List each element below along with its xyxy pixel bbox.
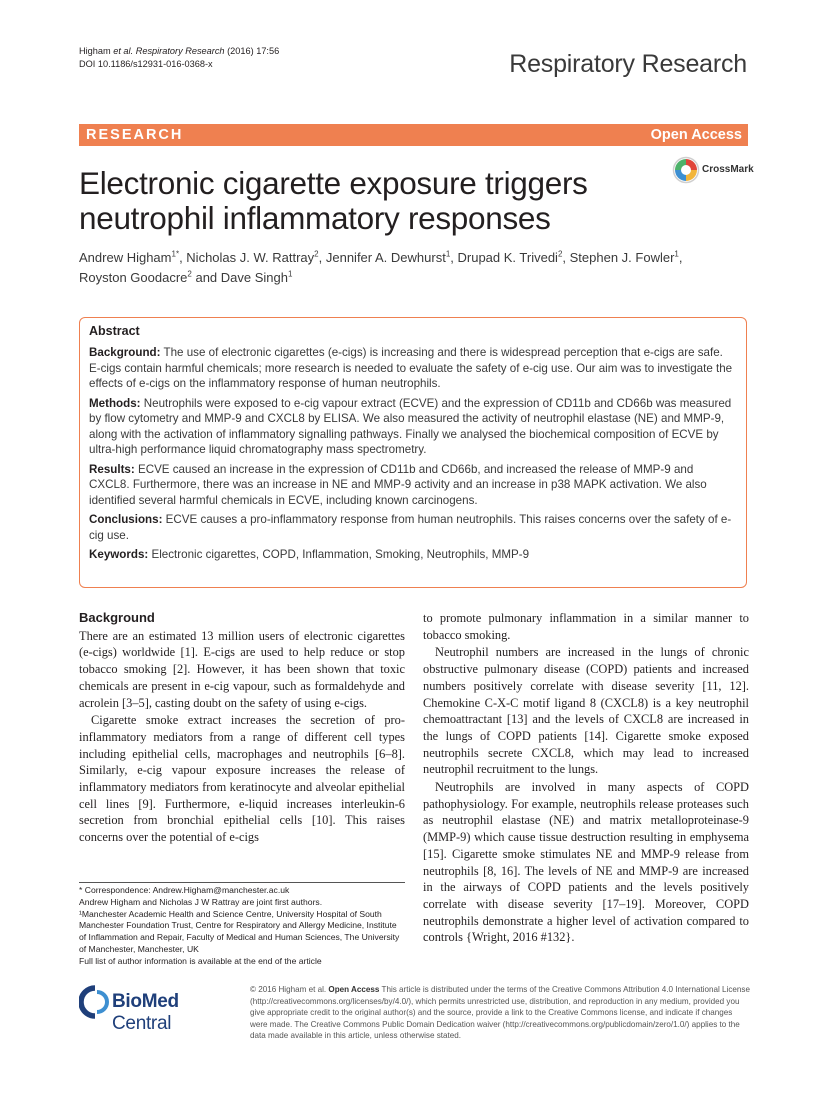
footnote-divider — [79, 882, 405, 883]
abstract-methods: Methods: Neutrophils were exposed to e-cig vapour extract (ECVE) and the expression of CD11b and CD66b was measured by flow cytometry and MMP-9 and CXCL8 by ELISA. We also measured the activity of neutrophil elastase (NE) and MMP-9, along with the activation of inflammatory signalling pathways. Finally we analysed the biochemical composition of ECVE by ultra-high performance liquid chromatography mass spectrometry. — [89, 396, 732, 456]
author-affiliation: 1* — [171, 249, 180, 259]
author-name: Stephen J. Fowler — [569, 250, 675, 265]
author-affiliation: 2 — [187, 269, 192, 279]
article-title: Electronic cigarette exposure triggers neutrophil inflammatory responses — [79, 165, 588, 236]
citation-line: Higham et al. Respiratory Research (2016) 17:56 — [79, 46, 280, 56]
body-column-left — [79, 610, 405, 846]
affiliation-note: ¹Manchester Academic Health and Science Centre, University Hospital of South Manchester Foundation Trust, Centre for Respiratory and Allergy Medicine, Institute of Inflammation and Repair, Faculty of Medical and Human Sciences, The University of Manchester, Manchester, UK — [79, 908, 400, 954]
crossmark-badge[interactable] — [672, 156, 752, 186]
author-name: Jennifer A. Dewhurst — [325, 250, 446, 265]
author-info-note: Full list of author information is available at the end of the article — [79, 955, 322, 966]
author-affiliation: 1 — [288, 269, 293, 279]
body-paragraph: There are an estimated 13 million users of electronic cigarettes (e-cigs) worldwide [1]. E-cigs are used to help reduce or stop tobacco smoking [2]. However, it has been shown that toxic chemicals are present in e-cig vapour, such as formaldehyde and acrolein [3–5], casting doubt on the safety of using e-cigs. — [79, 628, 405, 710]
footnotes — [79, 885, 405, 968]
journal-name: Respiratory Research — [509, 50, 747, 78]
author-affiliation: 2 — [557, 249, 563, 259]
abstract-background: Background: The use of electronic cigarettes (e-cigs) is increasing and there is widespread perception that e-cigs are safe. E-cigs contain harmful chemicals; more research is needed to evaluate the safety of e-cig use. Our aim was to investigate the effects of e-cigs on the inflammatory response of human neutrophils. — [89, 346, 733, 390]
author-affiliation: 1 — [674, 249, 679, 259]
crossmark-label: CrossMark — [702, 164, 754, 175]
author-name: Andrew Higham — [79, 250, 172, 265]
publisher-logo — [79, 985, 239, 1034]
correspondence-note: * Correspondence: Andrew.Higham@manchester.ac.uk — [79, 885, 290, 895]
body-column-right — [423, 610, 749, 946]
author-name: Drupad K. Trivedi — [457, 250, 558, 265]
abstract-box — [79, 317, 747, 588]
body-paragraph: to promote pulmonary inflammation in a similar manner to tobacco smoking. — [423, 611, 749, 642]
abstract-conclusions: Conclusions: ECVE causes a pro-inflammatory response from human neutrophils. This raises concerns over the safety of e-cig use. — [89, 513, 732, 542]
author-list: Andrew Higham$^{1*}$, Nicholas J. W. Rattray$^2$, Jennifer A. Dewhurst$^1$, Drupad K. Trivedi$^2$, Stephen J. Fowler$^1$, Royston Goodacre$^2$ and Dave Singh$^1$ — [79, 249, 683, 285]
open-access-label: Open Access — [650, 127, 742, 143]
author-name: Royston Goodacre — [79, 270, 188, 285]
doi: DOI 10.1186/s12931-016-0368-x — [79, 58, 213, 69]
author-name: Dave Singh — [220, 270, 288, 285]
body-paragraph: Neutrophil numbers are increased in the lungs of chronic obstructive pulmonary disease (COPD) patients and increased numbers positively correlate with disease severity [11, 12]. Chemokine C-X-C motif ligand 8 (CXCL8) is a key neutrophil chemoattractant [13] and the levels of CXCL8 are increased in the lungs of COPD patients [14]. Cigarette smoke exposed neutrophils secrete CXCL8, which may lead to increased neutrophil recruitment to the lungs. — [423, 645, 749, 777]
author-affiliation: 2 — [314, 249, 319, 259]
author-name: Nicholas J. W. Rattray — [186, 250, 315, 265]
license-statement: © 2016 Higham et al. Open Access This article is distributed under the terms of the Creative Commons Attribution 4.0 International License (http://creativecommons.org/licenses/by/4.0/), which permits unrestricted use, distribution, and reproduction in any medium, provided you give appropriate credit to the original author(s) and the source, provide a link to the Creative Commons license, and indicate if changes were made. The Creative Commons Public Domain Dedication waiver (http://creativecommons.org/publicdomain/zero/1.0/) applies to the data made available in this article, unless otherwise stated. — [250, 985, 750, 1041]
article-type-label: RESEARCH — [86, 127, 184, 143]
body-paragraph: Cigarette smoke extract increases the secretion of pro-inflammatory mediators from a range of different cell types including epithelial cells, macrophages and neutrophils [6–8]. Similarly, e-cig vapour exposure increases the release of inflammatory mediators from keratinocyte and alveolar epithelial cell lines [9]. Furthermore, e-liquid increases interleukin-6 secretion from bronchial epithelial cells [10]. This raises concerns over the potential of e-cigs — [79, 713, 405, 845]
author-affiliation: 1 — [445, 249, 451, 259]
body-paragraph: Neutrophils are involved in many aspects of COPD pathophysiology. For example, neutrophils release proteases such as neutrophil elastase (NE) and matrix metalloproteinase-9 (MMP-9) which cause tissue destruction resulting in emphysema [15]. Cigarette smoke stimulates NE and MMP-9 release from neutrophils [8, 16]. The levels of NE and MMP-9 are increased in the airways of COPD patients and the levels positively correlate with disease severity [17–19]. Moreover, COPD neutrophils demonstrate a higher level of activation compared to controls {Wright, 2016 #132}. — [423, 780, 749, 945]
biomed-central-icon — [79, 985, 111, 1019]
abstract-heading: Abstract — [89, 324, 140, 338]
publisher-name: BioMed Central — [112, 991, 179, 1034]
article-type-banner — [79, 124, 748, 146]
running-header — [79, 45, 279, 70]
crossmark-icon — [672, 156, 700, 184]
abstract-keywords: Keywords: Electronic cigarettes, COPD, Inflammation, Smoking, Neutrophils, MMP-9 — [89, 548, 530, 561]
section-heading-background: Background — [79, 610, 155, 625]
abstract-results: Results: ECVE caused an increase in the expression of CD11b and CD66b, and increased the release of MMP-9 and CXCL8. Furthermore, there was an increase in NE and MMP-9 activity and an increase in p38 MAPK activation. We also identified several harmful chemicals in ECVE, including known carcinogens. — [89, 462, 707, 507]
joint-author-note: Andrew Higham and Nicholas J W Rattray are joint first authors. — [79, 896, 323, 907]
